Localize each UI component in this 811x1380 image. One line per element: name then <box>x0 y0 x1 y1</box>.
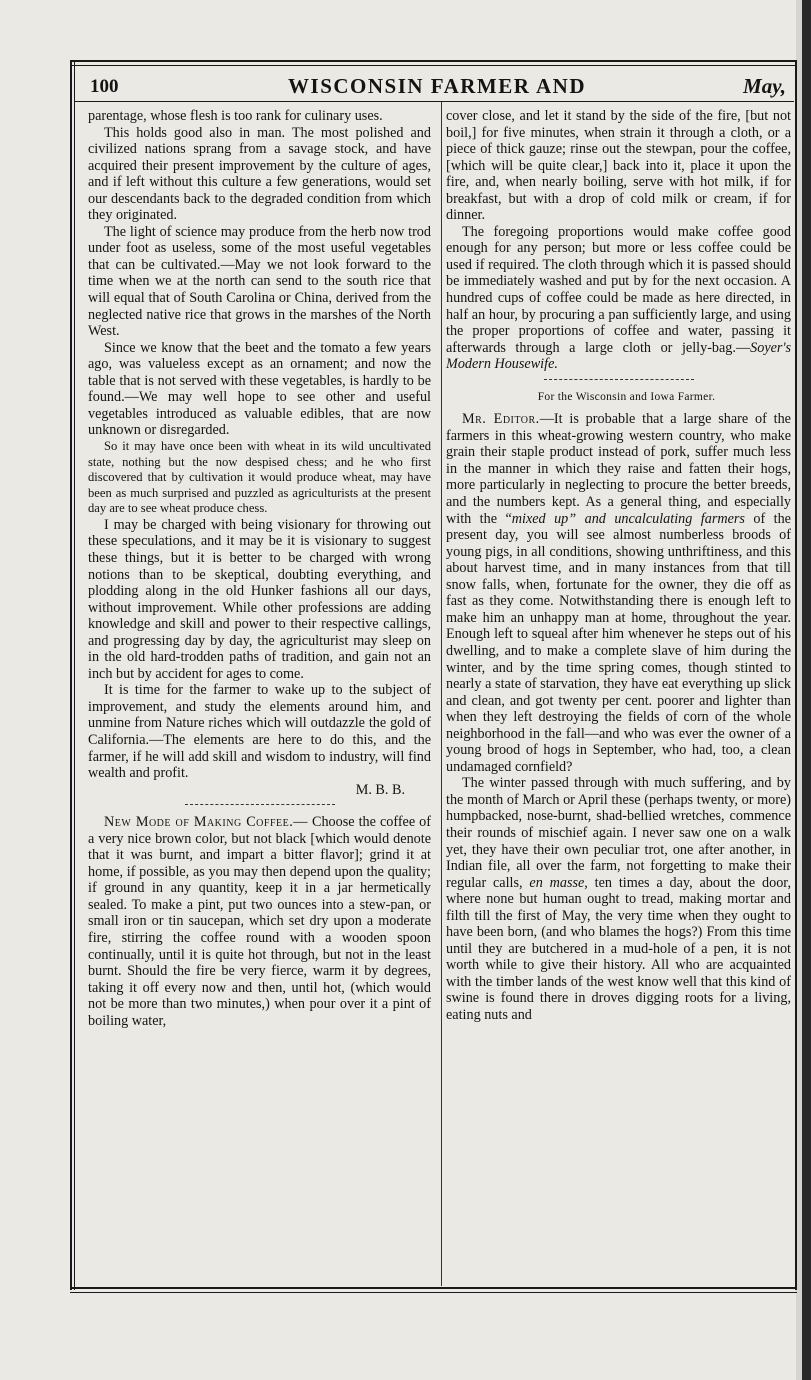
paragraph: The light of science may produce from the herb now trod under foot as useless, some of the most useful vegetables that can be cultivated.—May we not look forward to the time when we at the north can send to the south rice that will equal that of South Carolina or China, derived from the neglected native rice that grows in the marshes of the North West. <box>88 223 431 340</box>
source-citation: Soyer's Modern Housewife. <box>446 339 791 373</box>
letter-paragraph <box>446 411 791 775</box>
frame-rule <box>70 1292 797 1293</box>
column-divider <box>441 102 442 1286</box>
paragraph <box>446 224 791 373</box>
paragraph: So it may have once been with wheat in its wild uncultivated state, nothing but the now despised chess; and he who first discovered that by cultivation it would produce wheat, may have been as much surprised and puzzled as agriculturists at the present day are to see wheat produce chess. <box>88 438 431 516</box>
scan-edge-shadow <box>802 0 811 1380</box>
frame-rule <box>795 60 797 1290</box>
paragraph-text: , ten times a day, about the door, where none but human ought to tread, making mortar and filth till the first of May, the very time when they ought to have been born, (and who blames the hogs?) From this time until they are butchered in a mud-hole of a pen, it is not worth while to give their history. All who are acquainted with the timber lands of the west know well that this kind of swine is found there in droves digging roots for a living, eating nuts and <box>446 874 791 1023</box>
running-header <box>82 70 792 100</box>
right-column <box>446 108 791 1024</box>
letter-paragraph <box>446 775 791 1023</box>
signature: M. B. B. <box>355 781 405 798</box>
frame-rule <box>74 60 75 1290</box>
paragraph-text: of the present day, you will see almost numberless broods of young pigs, in all conditions, showing unthriftiness, and this about harvest time, and in many instances from that till snow falls, when, fortunate for the owner, they die off as fast as they come. Notwithstanding there is enough left to make him an unhappy man at home, throughout the year. Enough left to squeal after him whenever he steps out of his dwelling, and to make a complete slave of him during the winter, and by the time spring comes, though stinted to nearly a state of starvation, they have eat everything up slick and clean, and got twenty per cent. poorer and lighter than when they left destroying the fields of corn of the whole neighborhood in the fall—and who was ever the owner of a young brood of hogs in September, who had, too, a clean undamaged cornfield? <box>446 510 791 775</box>
section-separator <box>185 804 335 807</box>
running-title: WISCONSIN FARMER AND <box>288 74 586 98</box>
paragraph: It is time for the farmer to wake up to the subject of improvement, and study the elements around him, and unmine from Nature riches which will outdazzle the gold of California.—The elements are here to do this, and the farmer, if he will add skill and wisdom to industry, will find wealth and profit. <box>88 682 431 782</box>
section-separator <box>544 379 694 382</box>
frame-rule <box>70 65 797 66</box>
left-column <box>88 108 431 1029</box>
coffee-article <box>88 814 431 1029</box>
frame-rule <box>70 60 72 1290</box>
article-text: Choose the coffee of a very nice brown color, but not black [which would denote that it was burnt, and impart a bitter flavor]; grind it at home, if possible, as you may then depend upon the quality; if ground in any quantity, keep it in a jar hermetically sealed. To make a pint, put two ounces into a stew-pan, or small iron or tin saucepan, which set dry upon a moderate fire, stirring the coffee round with a wooden spoon continually, until it is quite hot through, but not in the least burnt. Should the fire be very fierce, warm it by degrees, taking it off every now and then, until hot, (which would not be more than two minutes,) when pour over it a pint of boiling water, <box>88 814 431 1029</box>
italic-phrase: en masse <box>529 874 585 891</box>
paragraph-text: The foregoing proportions would make coffee good enough for any person; but more or less coffee could be used if required. The cloth through which it is passed should be immediately washed and put by for the next occasion. A hundred cups of coffee could be made as here directed, in half an hour, by procuring a pan sufficiently large, and using the proper proportions of coffee and water, passing it afterwards through a large cloth or jelly-bag.— <box>446 223 791 356</box>
paragraph: This holds good also in man. The most polished and civilized nations sprang from a savage stock, and have acquired their present improvement by the culture of ages, and if left without this culture a few generations, would set our descendants back to the degraded condition from which they originated. <box>88 124 431 224</box>
italic-phrase: mixed up” and uncalculating farmers <box>511 510 745 527</box>
salutation: Mr. Editor. <box>462 411 540 428</box>
paragraph-text: —It is probable that a large share of the farmers in this wheat-growing western country, who make grain their staple product instead of pork, suffer much less in the manner in which they raise and fatten their hogs, more particularly in neglecting to procure the better breeds, and the numbers kept. As a general thing, and especially with the “ <box>446 411 791 527</box>
frame-rule <box>70 1287 797 1289</box>
article-heading: New Mode of Making Coffee.— <box>104 814 308 831</box>
running-month: May, <box>743 74 786 98</box>
header-rule <box>74 101 794 102</box>
article-attribution: For the Wisconsin and Iowa Farmer. <box>537 390 716 403</box>
frame-rule <box>70 60 797 62</box>
page-number: 100 <box>90 76 119 97</box>
paragraph-text: The winter passed through with much suffering, and by the month of March or April these (perhaps twenty, or more) humpbacked, nose-burnt, shad-bellied wretches, commence their rounds of mischief again. I never saw one on a walk yet, they have their own peculiar trot, one after another, in Indian file, all over the farm, not forgetting to make their regular calls, <box>446 775 791 891</box>
paragraph: I may be charged with being visionary for throwing out these speculations, and it may be it is visionary to suggest these things, but it is better to be charged with wrong notions than to be skeptical, doubting everything, and plodding along in the old Hunker fashions all our days, without improvement. While other professions are adding knowledge and skill and power to their respective callings, and progressing day by day, the agriculturist may sleep on in the old hard-trodden paths of tradition, and gain not an inch but by accident for ages to come. <box>88 516 431 682</box>
paragraph: parentage, whose flesh is too rank for culinary uses. <box>88 108 383 124</box>
paragraph: Since we know that the beet and the tomato a few years ago, was valueless except as an ornament; and now the table that is not served with these vegetables, is hardly to be found.—We may well hope to see other and useful vegetables introduced as valuable edibles, that are now unknown or disregarded. <box>88 339 431 439</box>
paragraph: cover close, and let it stand by the side of the fire, [but not boil,] for five minutes, when strain it through a cloth, or a piece of thick gauze; rinse out the stewpan, pour the coffee, [which will be quite clear,] back into it, place it upon the fire, and, when nearly boiling, serve with hot milk, if for breakfast, but with a drop of cold milk or cream, if for dinner. <box>446 108 791 224</box>
